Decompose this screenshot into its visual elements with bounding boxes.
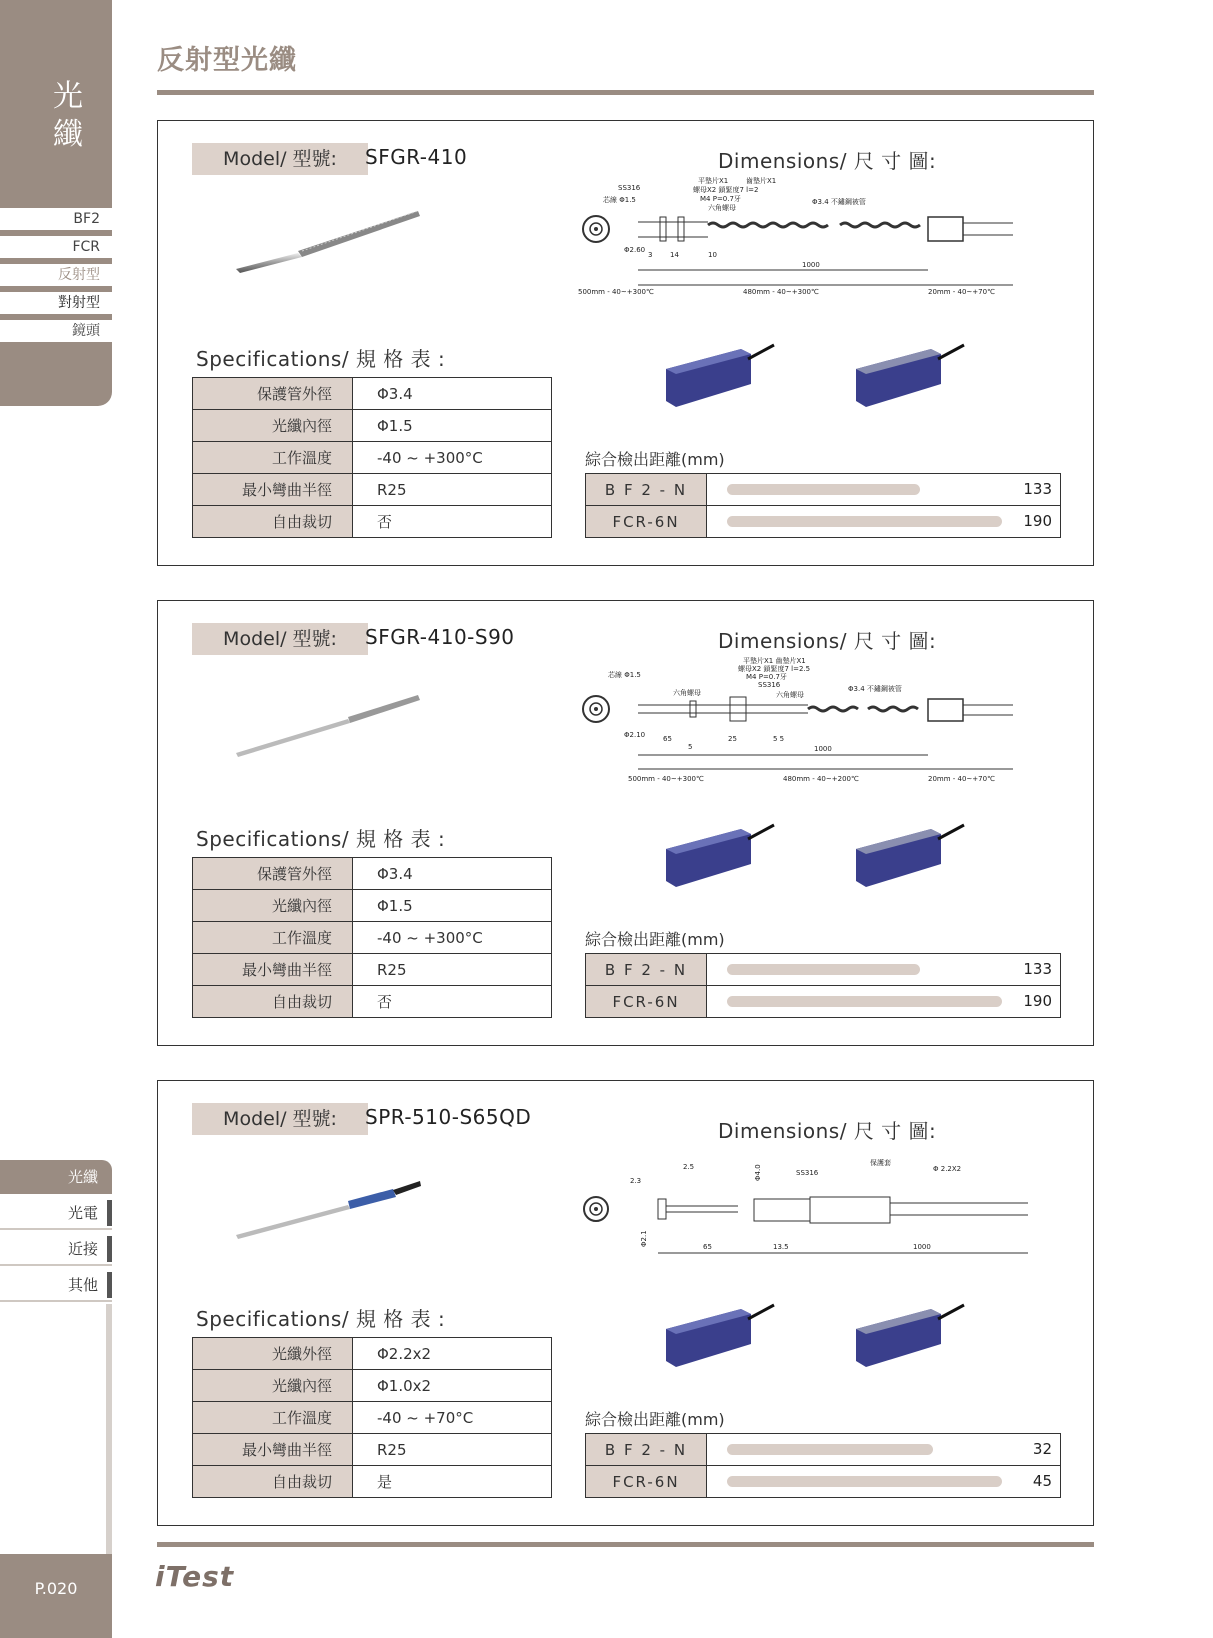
svg-text:5: 5 [688, 743, 693, 751]
page-title: 反射型光纖 [157, 45, 297, 76]
svg-text:2.5: 2.5 [683, 1163, 695, 1171]
svg-text:Φ3.4 不鏽鋼被管: Φ3.4 不鏽鋼被管 [812, 198, 866, 206]
product-panel-1 [157, 120, 1094, 566]
svg-text:SS316: SS316 [618, 184, 641, 192]
svg-text:Φ 2.2X2: Φ 2.2X2 [933, 1165, 962, 1173]
dimensions-title: Dimensions/ 尺 寸 圖: [718, 1119, 937, 1143]
page-number: P.020 [0, 1554, 112, 1638]
model-label: Model/ 型號: [192, 623, 368, 655]
fiber-photo [228, 681, 428, 771]
amplifier-bf2-image [656, 339, 776, 419]
nav-photoelectric[interactable]: 光電 [0, 1196, 112, 1230]
distance-title: 綜合檢出距離(mm) [585, 450, 725, 469]
svg-text:65: 65 [663, 735, 672, 743]
dimension-drawing [578, 657, 1038, 787]
amplifier-fcr-image [846, 1299, 966, 1379]
spec-row: 最小彎曲半徑 R25 [193, 1434, 552, 1466]
category-title: 光 纖 [53, 79, 83, 152]
svg-text:25: 25 [728, 735, 737, 743]
brand-logo: iTest [155, 1560, 235, 1593]
svg-text:M4 P=0.7牙: M4 P=0.7牙 [700, 195, 741, 203]
specifications-title: Specifications/ 規 格 表 : [196, 1307, 446, 1331]
distance-row: FCR-6N 190 [586, 986, 1061, 1018]
svg-text:65: 65 [703, 1243, 712, 1251]
fiber-photo [228, 1161, 428, 1251]
nav-fiber[interactable]: 光纖 [0, 1160, 112, 1194]
spec-row: 最小彎曲半徑 R25 [193, 954, 552, 986]
model-label: Model/ 型號: [192, 143, 368, 175]
spec-row: 工作溫度 -40 ~ +70°C [193, 1402, 552, 1434]
model-value: SPR-510-S65QD [365, 1105, 532, 1129]
svg-text:Φ4.0: Φ4.0 [754, 1164, 762, 1181]
svg-text:平墊片X1 齒墊片X1: 平墊片X1 齒墊片X1 [743, 657, 806, 665]
amplifier-fcr-image [846, 819, 966, 899]
distance-table [585, 1433, 1061, 1498]
svg-text:13.5: 13.5 [773, 1243, 789, 1251]
spec-row: 光纖外徑 Φ2.2x2 [193, 1338, 552, 1370]
svg-text:480mm - 40~+300℃: 480mm - 40~+300℃ [743, 288, 819, 296]
spec-table [192, 377, 552, 538]
svg-text:3: 3 [648, 251, 653, 259]
spec-row: 工作溫度 -40 ~ +300°C [193, 442, 552, 474]
distance-bar [727, 964, 920, 975]
svg-text:500mm - 40~+300℃: 500mm - 40~+300℃ [578, 288, 654, 296]
svg-text:1000: 1000 [802, 261, 820, 269]
svg-text:保護套: 保護套 [870, 1159, 891, 1167]
product-panel-2 [157, 600, 1094, 1046]
svg-text:Φ2.1: Φ2.1 [640, 1230, 648, 1247]
distance-title: 綜合檢出距離(mm) [585, 1410, 725, 1429]
spec-row: 最小彎曲半徑 R25 [193, 474, 552, 506]
svg-text:Φ3.4 不鏽鋼被管: Φ3.4 不鏽鋼被管 [848, 685, 902, 693]
sidebar-sub-through-beam[interactable]: 對射型 [0, 292, 112, 314]
svg-text:平墊片X1: 平墊片X1 [698, 177, 729, 185]
svg-text:Φ2.10: Φ2.10 [624, 731, 646, 739]
dimension-drawing [578, 1151, 1038, 1281]
distance-bar [727, 996, 1002, 1007]
specifications-title: Specifications/ 規 格 表 : [196, 827, 446, 851]
svg-text:六角螺母: 六角螺母 [673, 689, 701, 697]
dimension-drawing [578, 177, 1038, 307]
dimensions-title: Dimensions/ 尺 寸 圖: [718, 629, 937, 653]
svg-text:螺母X2 鎖緊度7 l=2: 螺母X2 鎖緊度7 l=2 [693, 186, 759, 194]
svg-text:20mm - 40~+70℃: 20mm - 40~+70℃ [928, 288, 995, 296]
model-value: SFGR-410 [365, 145, 468, 169]
distance-bar [727, 1444, 933, 1455]
category-block [0, 0, 112, 406]
svg-text:六角螺母: 六角螺母 [708, 204, 736, 212]
distance-table [585, 953, 1061, 1018]
distance-bar [727, 1476, 1002, 1487]
fiber-photo [228, 201, 428, 291]
model-label: Model/ 型號: [192, 1103, 368, 1135]
spec-table [192, 1337, 552, 1498]
distance-row: B F 2 - N 133 [586, 474, 1061, 506]
spec-row: 光纖內徑 Φ1.5 [193, 890, 552, 922]
top-divider [157, 90, 1094, 95]
spec-row: 工作溫度 -40 ~ +300°C [193, 922, 552, 954]
distance-row: B F 2 - N 133 [586, 954, 1061, 986]
spec-table [192, 857, 552, 1018]
amplifier-bf2-image [656, 1299, 776, 1379]
svg-text:齒墊片X1: 齒墊片X1 [746, 177, 777, 185]
sidebar-sub-fcr[interactable]: FCR [0, 236, 112, 258]
amplifier-bf2-image [656, 819, 776, 899]
spec-row: 自由裁切 否 [193, 986, 552, 1018]
spec-row: 保護管外徑 Φ3.4 [193, 378, 552, 410]
sidebar-sub-reflective[interactable]: 反射型 [0, 264, 112, 286]
svg-text:500mm - 40~+300℃: 500mm - 40~+300℃ [628, 775, 704, 783]
distance-bar [727, 484, 920, 495]
distance-title: 綜合檢出距離(mm) [585, 930, 725, 949]
svg-text:螺母X2 鎖緊度7 l=2.5: 螺母X2 鎖緊度7 l=2.5 [738, 665, 811, 673]
svg-text:芯線 Φ1.5: 芯線 Φ1.5 [603, 196, 636, 204]
svg-text:M4 P=0.7牙: M4 P=0.7牙 [746, 673, 787, 681]
dimensions-title: Dimensions/ 尺 寸 圖: [718, 149, 937, 173]
svg-text:20mm - 40~+70℃: 20mm - 40~+70℃ [928, 775, 995, 783]
spec-row: 自由裁切 否 [193, 506, 552, 538]
spec-row: 光纖內徑 Φ1.0x2 [193, 1370, 552, 1402]
sidebar-sub-lens[interactable]: 鏡頭 [0, 320, 112, 342]
nav-other[interactable]: 其他 [0, 1268, 112, 1302]
svg-text:Φ2.60: Φ2.60 [624, 246, 646, 254]
product-panel-3 [157, 1080, 1094, 1526]
model-value: SFGR-410-S90 [365, 625, 515, 649]
distance-bar [727, 516, 1002, 527]
distance-row: FCR-6N 190 [586, 506, 1061, 538]
distance-row: B F 2 - N 32 [586, 1434, 1061, 1466]
sidebar-sub-bf2[interactable]: BF2 [0, 208, 112, 230]
spec-row: 光纖內徑 Φ1.5 [193, 410, 552, 442]
spec-row: 保護管外徑 Φ3.4 [193, 858, 552, 890]
specifications-title: Specifications/ 規 格 表 : [196, 347, 446, 371]
distance-row: FCR-6N 45 [586, 1466, 1061, 1498]
svg-text:六角螺母: 六角螺母 [776, 691, 804, 699]
spec-row: 自由裁切 是 [193, 1466, 552, 1498]
svg-text:2.3: 2.3 [630, 1177, 642, 1185]
nav-proximity[interactable]: 近接 [0, 1232, 112, 1266]
svg-text:1000: 1000 [913, 1243, 931, 1251]
svg-text:5 5: 5 5 [773, 735, 785, 743]
amplifier-fcr-image [846, 339, 966, 419]
distance-table [585, 473, 1061, 538]
bottom-divider [157, 1542, 1094, 1547]
svg-text:SS316: SS316 [758, 681, 781, 689]
svg-text:1000: 1000 [814, 745, 832, 753]
svg-text:14: 14 [670, 251, 679, 259]
svg-text:480mm - 40~+200℃: 480mm - 40~+200℃ [783, 775, 859, 783]
sidebar-divider [106, 1304, 112, 1554]
svg-text:10: 10 [708, 251, 717, 259]
svg-text:芯線 Φ1.5: 芯線 Φ1.5 [608, 671, 641, 679]
svg-text:SS316: SS316 [796, 1169, 819, 1177]
left-sidebar [0, 0, 112, 1638]
